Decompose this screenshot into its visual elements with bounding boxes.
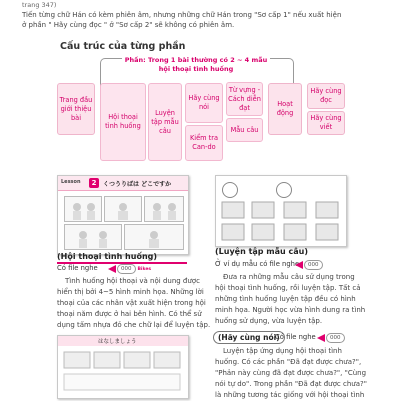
speak-audio-label: Có file nghe (275, 333, 316, 341)
comic-panel (104, 196, 142, 222)
box-model: Mẫu câu (226, 118, 263, 142)
body-line: Luyện tập ứng dụng hội thoại tình (223, 347, 342, 355)
box-dialog: Hội thoại tình huống (100, 83, 146, 161)
illustration-icon (65, 197, 101, 221)
body-line: minh họa. Người học vừa hình dung ra tình (215, 306, 366, 314)
audio-badge[interactable] (317, 333, 345, 343)
body-line: Tình huống hội thoại và nội dung được (65, 277, 200, 285)
lesson-number: 2 (89, 178, 99, 188)
comic-panel (144, 196, 184, 222)
clothing-illustrations (220, 198, 342, 242)
speak-illustrations (62, 350, 184, 394)
box-pattern: Luyện tập mẫu câu (148, 83, 182, 161)
box-write: Hãy cùng viết (307, 111, 345, 135)
body-line: "Phản này cùng đã đạt được chưa?", "Cùng (215, 369, 367, 377)
box-activity: Hoạt động (268, 83, 302, 135)
lesson-tag: Lesson (61, 179, 81, 185)
intro-line: trang 347) (22, 1, 57, 9)
intro-paragraph (22, 0, 382, 30)
speak-page-thumbnail (57, 335, 189, 399)
lesson-title: くつうりばは どこですか (103, 181, 172, 188)
audio-badge[interactable] (108, 264, 151, 274)
box-intro-page: Trang đầu giới thiệu bài (57, 83, 95, 135)
dialog-description (57, 276, 211, 331)
illustration-icon (125, 225, 183, 249)
comic-panel (64, 224, 122, 250)
speak-page-header: はなしましょう (98, 339, 137, 345)
section-title: Cấu trúc của từng phần (60, 41, 186, 52)
bracket-label-line2: hội thoại tình huống (158, 65, 234, 73)
audio-track-number: 000 (304, 260, 323, 270)
intro-line: ở phần " Hãy cùng đọc " ở "Sơ cấp 2" sẽ không có phiên âm. (22, 21, 235, 29)
dialog-caption: (Hội thoại tình huống) (57, 252, 158, 261)
speak-caption: (Hãy cùng nói) (213, 331, 285, 344)
pattern-description (215, 272, 366, 327)
pattern-caption: (Luyện tập mẫu câu) (215, 247, 309, 256)
audio-icon (295, 261, 303, 269)
comic-panel (64, 196, 102, 222)
audio-badge[interactable] (295, 260, 323, 270)
body-line: là những tương tác giống với hội thoại tình (215, 391, 365, 399)
body-line: huống. Có các phần "Đã đạt được chưa?", (215, 358, 362, 366)
illustration-icon (145, 197, 183, 221)
comic-panel (124, 224, 184, 250)
box-read: Hãy cùng đọc (307, 83, 345, 109)
illustration-icon (65, 225, 121, 249)
body-line: hội thoại tình huống, rồi luyện tập. Tất cả (215, 284, 361, 292)
audio-track-number: 000 (326, 333, 345, 343)
diagram-bracket-label (100, 56, 292, 74)
intro-line: Tiến từng chữ Hán có kèm phiên âm, nhưng những chữ Hán trong "Sơ cấp 1" nếu xuất hiện (22, 11, 342, 19)
number-circle-icon (276, 182, 292, 198)
audio-small-label: Bikes (137, 266, 152, 272)
dialog-page-thumbnail (57, 175, 189, 255)
box-speak: Hãy cùng nói (185, 83, 223, 123)
audio-label: Có file nghe (57, 264, 98, 272)
body-line: thoại của các nhân vật xuất hiện trong hội (57, 299, 206, 307)
pattern-page-thumbnail (215, 175, 347, 247)
pattern-audio-label: Ở ví dụ mẫu có file nghe (215, 260, 300, 268)
body-line: huống sử dụng, vừa luyện tập. (215, 317, 323, 325)
body-line: dụng tấm nhựa đỏ che chữ lại để luyện tập. (57, 321, 211, 329)
speak-description (215, 346, 367, 401)
bracket-label-line1: Phần: Trong 1 bài thường có 2 ~ 4 mẫu (122, 56, 271, 65)
body-line: thoại năm được ở hai bên hình. Có thể sử (57, 310, 202, 318)
box-vocab: Từ vựng - Cách diễn đạt (226, 82, 263, 116)
box-cando-check: Kiểm tra Can-do (185, 125, 223, 161)
number-circle-icon (222, 182, 238, 198)
body-line: hiển thị bởi 4~5 hình minh họa. Những lời (57, 288, 204, 296)
audio-icon (108, 265, 116, 273)
body-line: nói tự do". Trong phần "Đã đạt được chưa?" (215, 380, 367, 388)
audio-icon (317, 334, 325, 342)
body-line: Đưa ra những mẫu câu sử dụng trong (223, 273, 355, 281)
illustration-icon (105, 197, 141, 221)
audio-track-number: 000 (117, 264, 136, 274)
body-line: những tình huống luyện tập đều có hình (215, 295, 356, 303)
